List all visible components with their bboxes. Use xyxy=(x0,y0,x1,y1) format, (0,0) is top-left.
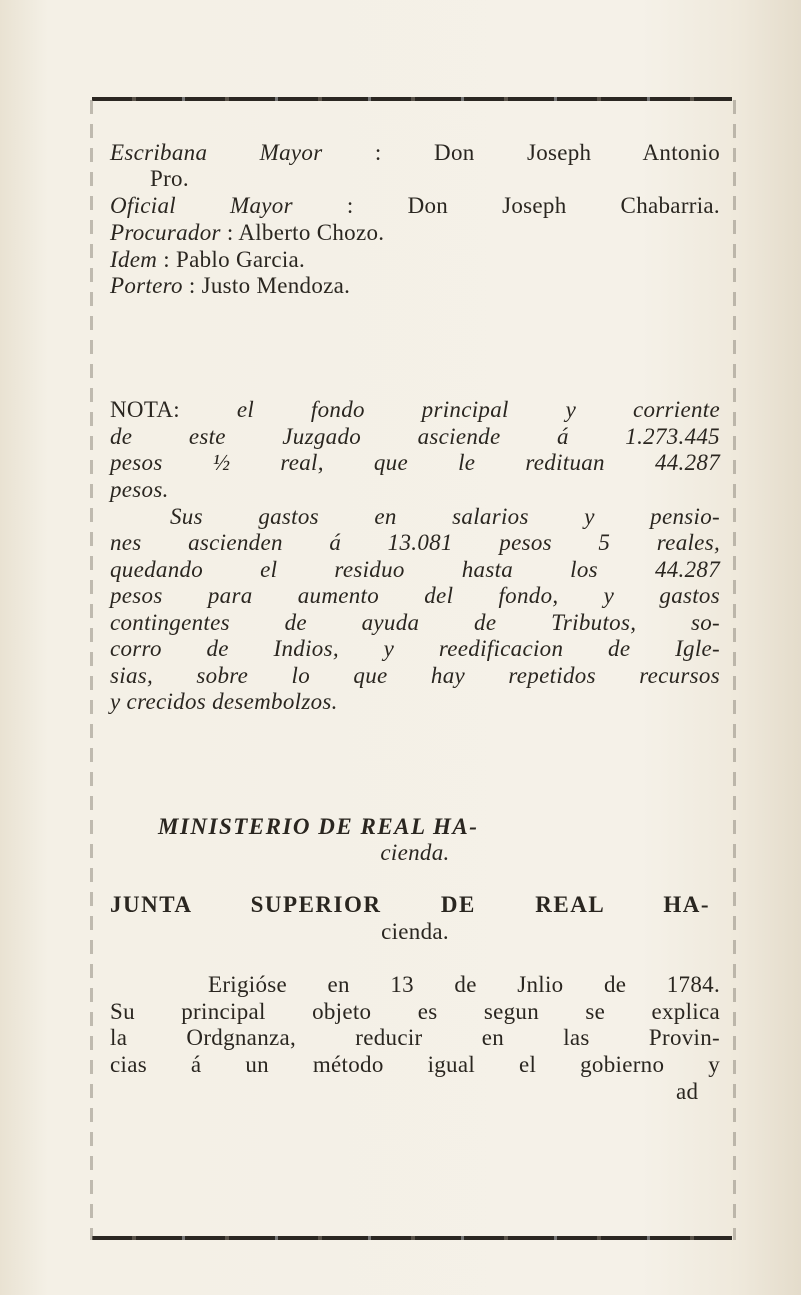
nota-line: de este Juzgado asciende á 1.273.445 xyxy=(110,424,720,449)
nota-text: el fondo principal y corriente xyxy=(236,397,720,422)
staff-name: Justo Mendoza. xyxy=(201,273,351,298)
staff-role: Portero xyxy=(110,273,183,298)
separator: : xyxy=(374,140,382,165)
body-line: cias á un método igual el gobierno y xyxy=(110,1052,720,1077)
separator: : xyxy=(346,193,354,218)
gastos-line: contingentes de ayuda de Tributos, so- xyxy=(110,610,720,635)
section-heading-continued: cienda. xyxy=(380,840,450,865)
catchword: ad xyxy=(676,1079,699,1104)
nota-line: pesos. xyxy=(110,477,169,502)
staff-name: Alberto Chozo. xyxy=(238,220,385,245)
separator: : xyxy=(188,273,196,298)
separator: : xyxy=(163,247,170,272)
staff-role: Escribana Mayor xyxy=(110,140,323,165)
staff-role: Idem xyxy=(110,247,158,272)
staff-line xyxy=(110,220,720,246)
gastos-line: y crecidos desembolzos. xyxy=(110,689,338,714)
right-margin-marks xyxy=(733,100,736,1240)
section-heading-ministerio: MINISTERIO DE REAL HA- xyxy=(158,814,479,839)
nota-line: pesos ½ real, que le redituan 44.287 xyxy=(110,450,720,475)
section-heading-continued: cienda. xyxy=(381,919,449,944)
gastos-line: pesos para aumento del fondo, y gastos xyxy=(110,583,720,608)
section-heading-junta: JUNTA SUPERIOR DE REAL HA- xyxy=(110,892,710,917)
staff-name: Pablo Garcia. xyxy=(176,247,306,272)
body-line: la Ordgnanza, reducir en las Provin- xyxy=(110,1025,720,1050)
staff-line xyxy=(110,273,720,299)
body-line: Su principal objeto es segun se explica xyxy=(110,999,720,1024)
body-line: Erigióse en 13 de Jnlio de 1784. xyxy=(208,972,720,997)
gastos-line: corro de Indios, y reedificacion de Igle- xyxy=(110,636,720,661)
gastos-line: sias, sobre lo que hay repetidos recursos xyxy=(110,663,720,688)
staff-role: Oficial Mayor xyxy=(110,193,293,218)
nota-label: NOTA: xyxy=(110,397,180,422)
left-margin-marks xyxy=(90,100,93,1240)
staff-line xyxy=(110,140,720,166)
top-rule xyxy=(92,97,732,101)
nota-line xyxy=(110,397,720,423)
staff-line xyxy=(110,193,720,219)
staff-name: Don Joseph Antonio xyxy=(434,140,720,165)
staff-name: Don Joseph Chabarria. xyxy=(407,193,720,218)
gastos-line: quedando el residuo hasta los 44.287 xyxy=(110,557,720,582)
bottom-rule xyxy=(92,1236,732,1240)
staff-line-continued: Pro. xyxy=(150,166,189,191)
gastos-line: nes ascienden á 13.081 pesos 5 reales, xyxy=(110,530,720,555)
staff-role: Procurador xyxy=(110,220,221,245)
gastos-line: Sus gastos en salarios y pensio- xyxy=(170,504,720,529)
staff-line xyxy=(110,247,720,273)
separator: : xyxy=(226,220,234,245)
